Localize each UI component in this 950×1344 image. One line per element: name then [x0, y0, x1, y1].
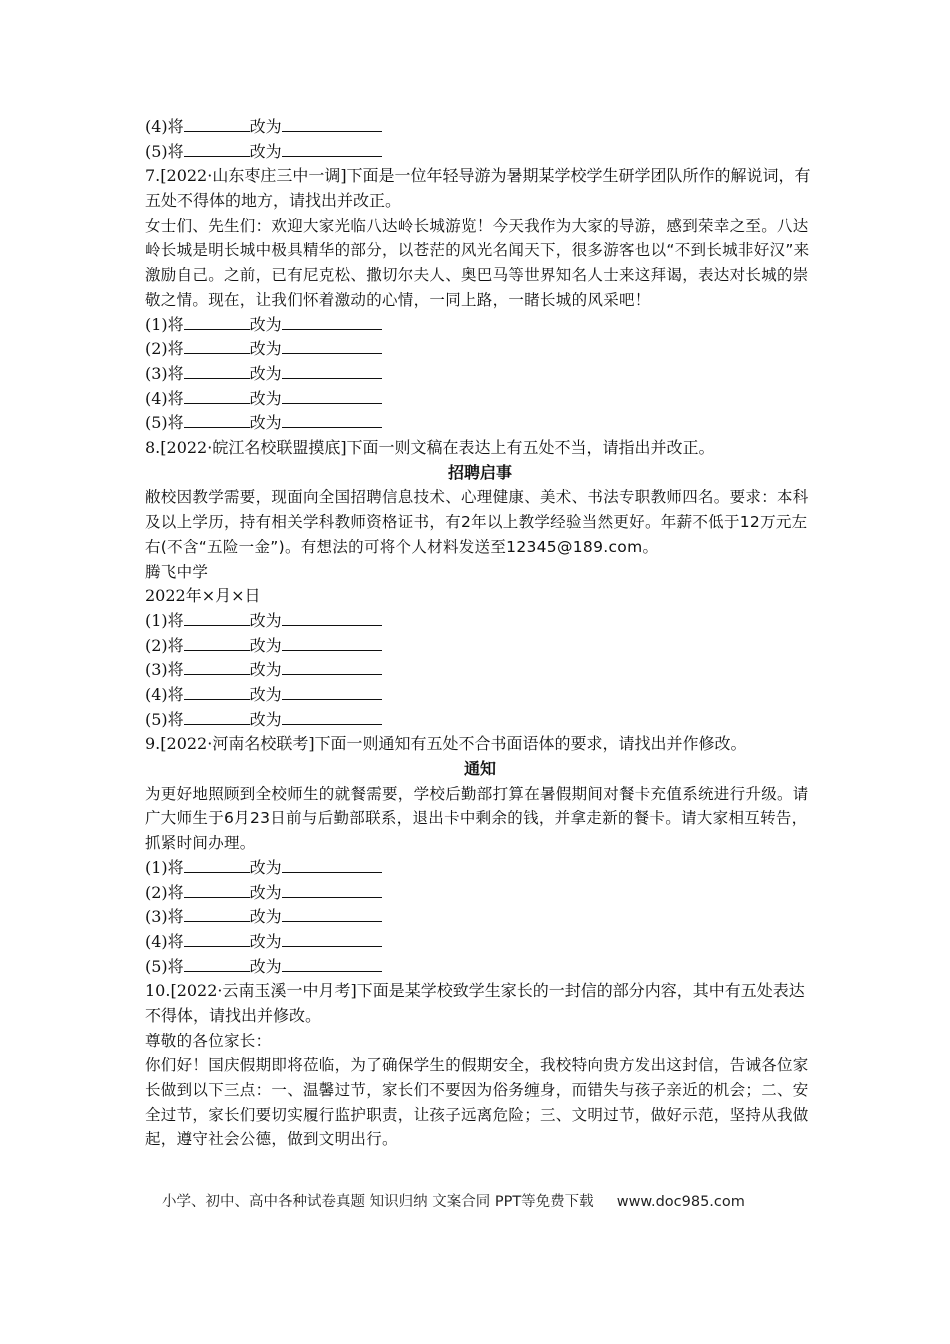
- answer-blank[interactable]: [184, 636, 250, 651]
- question-8-title: 招聘启事: [447, 462, 512, 482]
- answer-blank[interactable]: [184, 413, 250, 428]
- answer-blank[interactable]: [184, 932, 250, 947]
- footer-text: 小学、初中、高中各种试卷真题 知识归纳 文案合同 PPT等免费下载: [162, 1194, 594, 1210]
- answer-blank[interactable]: [184, 142, 250, 157]
- answer-blank[interactable]: [184, 660, 250, 675]
- question-7-prompt: 7.[2022·山东枣庄三中一调]下面是一位年轻导游为暑期某学校学生研学团队所作的解说词，有五处不得体的地方，请找出并改正。: [145, 166, 811, 211]
- question-10-prompt: 10.[2022·云南玉溪一中月考]下面是某学校致学生家长的一封信的部分内容，其中有五处表达不得体，请找出并修改。: [145, 981, 805, 1025]
- answer-blank[interactable]: [282, 932, 382, 947]
- question-8-passage: 敝校因教学需要，现面向全国招聘信息技术、心理健康、美术、书法专职教师四名。要求：本科及以上学历，持有相关学科教师资格证书，有2年以上教学经验当然更好。年薪不低于12万元左右(不含“五险一金”)。有想法的可将个人材料发送至12345@189.com。: [145, 488, 809, 556]
- answer-line-3: (3)将 改为: [145, 905, 815, 930]
- answer-blank[interactable]: [184, 907, 250, 922]
- answer-line-5: (5)将 改为: [145, 955, 815, 980]
- answer-line-4: (4)将 改为: [145, 930, 815, 955]
- answer-blank[interactable]: [282, 389, 382, 404]
- answer-blank[interactable]: [282, 315, 382, 330]
- answer-blank[interactable]: [184, 957, 250, 972]
- answer-line-4: (4)将 改为: [145, 387, 815, 412]
- answer-line-2: (2)将 改为: [145, 337, 815, 362]
- question-9-passage: 为更好地照顾到全校师生的就餐需要，学校后勤部打算在暑假期间对餐卡充值系统进行升级。请广大师生于6月23日前与后勤部联系，退出卡中剩余的钱，并拿走新的餐卡。请大家相互转告，抓紧时间办理。: [145, 784, 809, 853]
- answer-blank[interactable]: [184, 315, 250, 330]
- answer-line-2: (2)将 改为: [145, 881, 815, 906]
- answer-blank[interactable]: [282, 364, 382, 379]
- question-10-salutation: 尊敬的各位家长：: [145, 1031, 272, 1050]
- answer-blank[interactable]: [184, 389, 250, 404]
- answer-blank[interactable]: [282, 883, 382, 898]
- answer-line-5: (5)将 改为: [145, 411, 815, 436]
- answer-line-3: (3)将 改为: [145, 362, 815, 387]
- answer-blank[interactable]: [282, 957, 382, 972]
- answer-line-3: (3)将 改为: [145, 658, 815, 683]
- answer-blank[interactable]: [184, 117, 250, 132]
- answer-blank[interactable]: [282, 907, 382, 922]
- footer-site-link[interactable]: www.doc985.com: [616, 1194, 745, 1210]
- answer-line-1: (1)将 改为: [145, 313, 815, 338]
- question-7-passage: 女士们、先生们：欢迎大家光临八达岭长城游览！今天我作为大家的导游，感到荣幸之至。八达岭长城是明长城中极具精华的部分，以苍茫的风光名闻天下，很多游客也以“不到长城非好汉”来激励自己。之前，已有尼克松、撒切尔夫人、奥巴马等世界知名人士来这拜谒，表达对长城的崇敬之情。现在，让我们怀着激动的心情，一同上路，一睹长城的风采吧！: [145, 216, 810, 309]
- answer-blank[interactable]: [184, 364, 250, 379]
- answer-blank[interactable]: [184, 858, 250, 873]
- question-8-date: 2022年×月×日: [145, 586, 261, 606]
- answer-blank[interactable]: [282, 660, 382, 675]
- question-8-prompt: 8.[2022·皖江名校联盟摸底]下面一则文稿在表达上有五处不当，请指出并改正。: [145, 438, 715, 458]
- question-9-title: 通知: [463, 759, 496, 779]
- question-10-passage: 你们好！国庆假期即将莅临，为了确保学生的假期安全，我校特向贵方发出这封信，告诫各位家长做到以下三点：一、温馨过节，家长们不要因为俗务缠身，而错失与孩子亲近的机会；二、安全过节，家长们要切实履行监护职责，让孩子远离危险；三、文明过节，做好示范，坚持从我做起，遵守社会公德，做到文明出行。: [145, 1056, 809, 1149]
- page-footer: [162, 1190, 802, 1211]
- answer-blank[interactable]: [282, 685, 382, 700]
- answer-blank[interactable]: [282, 636, 382, 651]
- answer-blank[interactable]: [282, 611, 382, 626]
- answer-blank[interactable]: [282, 858, 382, 873]
- question-9-prompt: 9.[2022·河南名校联考]下面一则通知有五处不合书面语体的要求，请找出并作修改。: [145, 734, 747, 754]
- answer-blank[interactable]: [282, 142, 382, 157]
- answer-line-2: (2)将 改为: [145, 634, 815, 659]
- answer-blank[interactable]: [184, 710, 250, 725]
- answer-line-1: (1)将 改为: [145, 609, 815, 634]
- answer-blank[interactable]: [184, 339, 250, 354]
- answer-blank[interactable]: [184, 611, 250, 626]
- answer-blank[interactable]: [282, 117, 382, 132]
- answer-line-5: (5)将 改为: [145, 140, 815, 165]
- answer-line-4: (4)将 改为: [145, 683, 815, 708]
- answer-blank[interactable]: [184, 685, 250, 700]
- answer-blank[interactable]: [184, 883, 250, 898]
- question-8-signature: 腾飞中学: [145, 562, 209, 581]
- answer-line-4: (4)将 改为: [145, 115, 815, 140]
- answer-blank[interactable]: [282, 339, 382, 354]
- document-content: [145, 115, 815, 1152]
- answer-blank[interactable]: [282, 710, 382, 725]
- answer-blank[interactable]: [282, 413, 382, 428]
- answer-line-1: (1)将 改为: [145, 856, 815, 881]
- answer-line-5: (5)将 改为: [145, 708, 815, 733]
